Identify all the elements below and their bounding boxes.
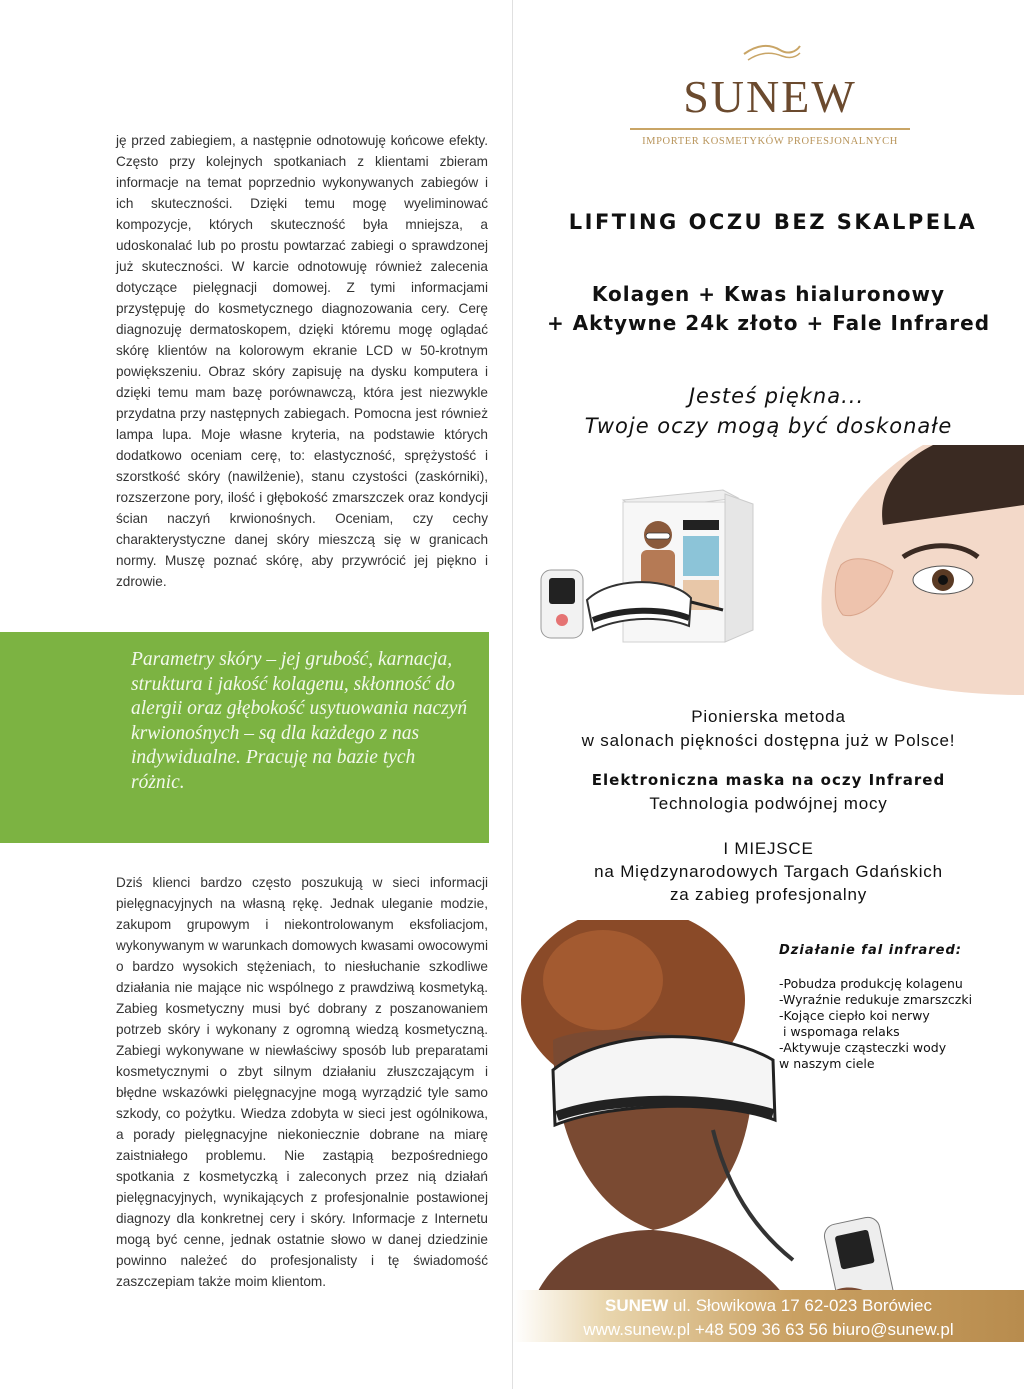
footer-contact-line[interactable]: www.sunew.pl +48 509 36 63 56 biuro@sunew.pl	[583, 1320, 954, 1339]
footer-address-line	[513, 1296, 1024, 1316]
benefit-item: -Kojące ciepło koi nerwy	[779, 1008, 930, 1023]
ad-headline: LIFTING OCZU BEZ SKALPELA	[568, 210, 978, 234]
pioneer-line-1: Pionierska metoda	[691, 707, 846, 726]
ad-tagline-line-2: Twoje oczy mogą być doskonałe	[584, 414, 953, 438]
mask-title: Elektroniczna maska na oczy Infrared	[591, 771, 946, 789]
ad-subhead-line-1: Kolagen + Kwas hialuronowy	[591, 282, 946, 306]
pioneer-line-2: w salonach piękności dostępna już w Polsce!	[581, 731, 956, 750]
benefit-item: -Wyraźnie redukuje zmarszczki	[779, 992, 973, 1007]
footer-brand: SUNEW	[605, 1296, 669, 1315]
pull-quote-text: Parametry skóry – jej grubość, karnacja, struktura i jakość kolagenu, skłonność do alergii oraz głębokość usytuowania naczyń krwionośnych – są dla każdego z nas indywidualne. Pracuję na bazie tych różnic.	[131, 649, 468, 793]
article-paragraph-2: Dziś klienci bardzo często poszukują w sieci informacji pielęgnacyjnych na własną rękę. Jednak uleganie modzie, zakupom grupowym i niekontrolowanym eksfoliacjom, wykonywanym w warunkach domowych kwasami owocowymi o bardzo wysokich stężeniach, to niesłuchanie szkodliwe działania nie mające nic wspólnego z prawdziwą kosmetyką. Zabieg kosmetyczny musi być dobrany z poszanowaniem potrzeb skóry i wykonany z ogromną wiedzą kosmetyczną. Zabiegi wykonywane w niewłaściwy sposób lub preparatami kosmetycznymi o zbyt silnym działaniu złuszczającym i błędne wskazówki pielęgnacyjne mogą wyrządzić tyle samo szkody, co pożytku. Wiedza zdobyta w sieci jest ogólnikowa, a porady pielęgnacyjne niekoniecznie dobrane na miarę zaistniałego problemu. Nie zastąpią bezpośredniego spotkania z kosmetyczką i zaleconych przez nią działań pielęgnacyjnych, wynikających z profesjonalnie postawionej diagnozy dla konkretnej cery i skóry. Informacje z Internetu mogą być cenne, jednak ostatnie słowo w danej dziedzinie powinno należeć do profesjonalisty i tę świadomość zaszczepiam także moim klientom.	[116, 875, 488, 1289]
benefit-item: w naszym ciele	[779, 1056, 875, 1071]
product-package-image	[523, 480, 823, 660]
logo-tagline: IMPORTER KOSMETYKÓW PROFESJONALNYCH	[642, 136, 898, 147]
infrared-benefits-list	[779, 943, 1019, 1072]
ad-subhead-line-2: + Aktywne 24k złoto + Fale Infrared	[546, 311, 991, 335]
eye-closeup-image	[783, 445, 1024, 695]
footer-address: ul. Słowikowa 17 62-023 Borówiec	[668, 1296, 932, 1315]
logo-swoosh-icon	[740, 40, 804, 64]
benefits-title: Działanie fal infrared:	[779, 943, 962, 958]
benefit-item: -Aktywuje cząsteczki wody	[779, 1040, 947, 1055]
mask-subtitle: Technologia podwójnej mocy	[649, 794, 888, 813]
sunew-advertisement	[513, 0, 1024, 1389]
benefit-item: -Pobudza produkcję kolagenu	[779, 976, 963, 991]
logo-rule	[630, 128, 910, 130]
award-line-2: na Międzynarodowych Targach Gdańskich	[594, 862, 943, 881]
logo-wordmark: SUNEW	[683, 71, 857, 122]
sunew-logo	[630, 40, 910, 152]
ad-tagline-line-1: Jesteś piękna...	[688, 384, 865, 408]
award-line-3: za zabieg profesjonalny	[669, 885, 868, 904]
article-paragraph-1: ję przed zabiegiem, a następnie odnotowuję końcowe efekty. Często przy kolejnych spotkaniach z klientami zbieram informacje na temat poprzednio wykonywanych zabiegów i ich skuteczności. Dzięki temu mogę wyeliminować kompozycje, których skuteczność była mniejsza, a udoskonalać lub po prostu powtarzać zabiegi o sprawdzonej już skuteczności. W karcie odnotowuję również zalecenia dotyczące pielęgnacji domowej. Z tymi informacjami przystępuję do kosmetycznego diagnozowania cery. Cerę diagnozuję dermatoskopem, dzięki któremu mogę oglądać skórę klientów na kolorowym ekranie LCD w 50-krotnym powiększeniu. Obraz skóry zapisuję na dysku komputera i dzięki temu mam bazę porównawczą, która jest niezwykle przydatna przy następnych zabiegach. Pomocna jest również lampa lupa. Moje własne kryteria, na podstawie których dodatkowo oceniam cerę, to: elastyczność, sprężystość i szorstkość skóry (nawilżenie), stanu czystości (zaskórniki), rozszerzone pory, ilość i głębokość zmarszczek oraz kondycji ścian naczyń krwionośnych. Oceniam, czy cechy charakterystyczne danej skóry mieszczą się w granicach normy. Muszę poznać skórę, aby przywrócić jej piękno i zdrowie.	[116, 133, 488, 589]
award-line-1: I MIEJSCE	[723, 839, 814, 858]
benefit-item: i wspomaga relaks	[779, 1024, 900, 1039]
